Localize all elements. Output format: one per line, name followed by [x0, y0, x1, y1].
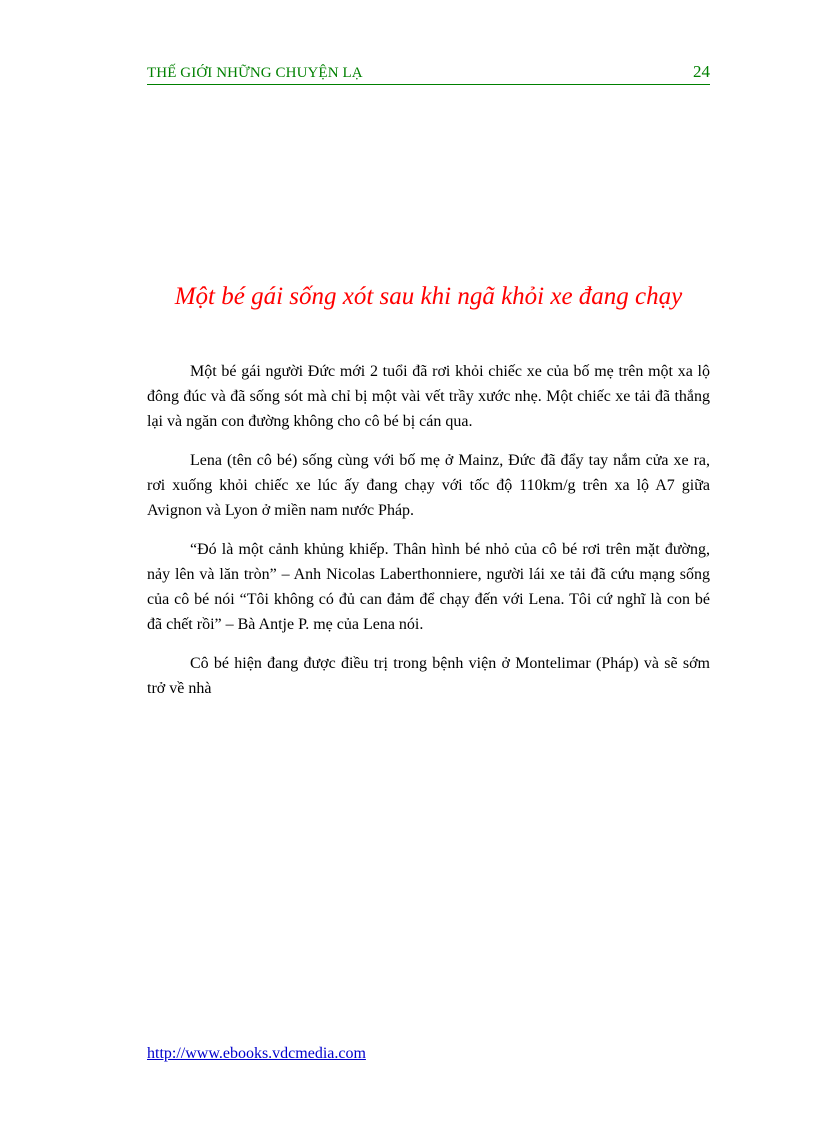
paragraph: Một bé gái người Đức mới 2 tuổi đã rơi khỏi chiếc xe của bố mẹ trên một xa lộ đông đúc và đã sống sót mà chỉ bị một vài vết trầy xước nhẹ. Một chiếc xe tải đã thắng lại và ngăn con đường không cho cô bé bị cán qua.	[147, 363, 710, 430]
running-header	[147, 62, 710, 85]
page-number: 24	[693, 62, 710, 81]
paragraph: “Đó là một cảnh khủng khiếp. Thân hình bé nhỏ của cô bé rơi trên mặt đường, nảy lên và lăn tròn” – Anh Nicolas Laberthonniere, người lái xe tải đã cứu mạng sống của cô bé nói “Tôi không có đủ can đảm để chạy đến với Lena. Tôi cứ nghĩ là con bé đã chết rồi” – Bà Antje P. mẹ của Lena nói.	[147, 541, 710, 633]
article-body	[147, 359, 710, 715]
paragraph: Cô bé hiện đang được điều trị trong bệnh viện ở Montelimar (Pháp) và sẽ sớm trở về nhà	[147, 655, 710, 697]
article-heading: Một bé gái sống xót sau khi ngã khỏi xe đang chạy	[174, 283, 683, 310]
paragraph: Lena (tên cô bé) sống cùng với bố mẹ ở Mainz, Đức đã đẩy tay nắm cửa xe ra, rơi xuống khỏi chiếc xe lúc ấy đang chạy với tốc độ 110km/g trên xa lộ A7 giữa Avignon và Lyon ở miền nam nước Pháp.	[147, 452, 710, 519]
book-title: THẾ GIỚI NHỮNG CHUYỆN LẠ	[147, 65, 363, 81]
footer-link[interactable]: http://www.ebooks.vdcmedia.com	[147, 1045, 366, 1062]
